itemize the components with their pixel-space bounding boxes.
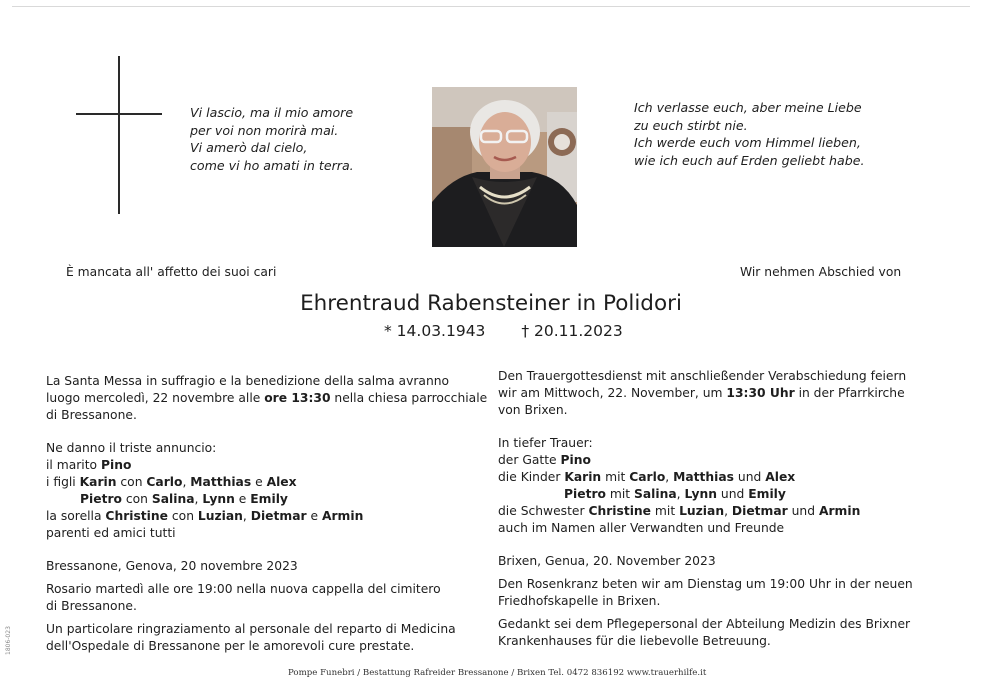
children-line: Pietro con Salina, Lynn e Emily bbox=[80, 492, 288, 506]
sister-line: la sorella Christine con Luzian, Dietmar e Armin bbox=[46, 509, 364, 523]
side-code: 1806-023 bbox=[5, 626, 12, 655]
husband-line: il marito Pino bbox=[46, 458, 132, 472]
poem-german bbox=[634, 99, 864, 169]
poem-line: Ich werde euch vom Himmel lieben, bbox=[634, 135, 861, 150]
relatives-line: auch im Namen aller Verwandten und Freunde bbox=[498, 521, 785, 535]
rosary-line: Friedhofskapelle in Brixen. bbox=[498, 594, 661, 608]
poem-line: per voi non morirà mai. bbox=[190, 122, 339, 138]
announce-heading: In tiefer Trauer: bbox=[498, 436, 593, 450]
german-text-column bbox=[498, 368, 913, 650]
mass-line: La Santa Messa in suffragio e la benedizione della salma avranno bbox=[46, 374, 450, 388]
mass-line: wir am Mittwoch, 22. November, um 13:30 Uhr in der Pfarrkirche bbox=[498, 386, 905, 400]
rosary-line: di Bressanone. bbox=[46, 599, 137, 613]
children-line: Pietro mit Salina, Lynn und Emily bbox=[564, 487, 786, 501]
children-line: i figli Karin con Carlo, Matthias e Alex bbox=[46, 475, 297, 489]
poem-italian bbox=[190, 104, 354, 174]
mass-line: Den Trauergottesdienst mit anschließender Verabschiedung feiern bbox=[498, 369, 907, 383]
place-date: Bressanone, Genova, 20 novembre 2023 bbox=[46, 559, 298, 573]
top-border bbox=[12, 6, 970, 7]
thanks-line: Krankenhauses für die liebevolle Betreuung. bbox=[498, 634, 771, 648]
italian-text-column bbox=[46, 373, 487, 655]
life-dates bbox=[384, 322, 623, 340]
thanks-line: dell'Ospedale di Bressanone per le amorevoli cure prestate. bbox=[46, 639, 415, 653]
poem-line: zu euch stirbt nie. bbox=[634, 117, 748, 133]
birth-date: * 14.03.1943 bbox=[384, 322, 486, 340]
thanks-line: Gedankt sei dem Pflegepersonal der Abteilung Medizin des Brixner bbox=[498, 617, 911, 631]
poem-line: Ich verlasse euch, aber meine Liebe bbox=[634, 100, 862, 115]
relatives-line: parenti ed amici tutti bbox=[46, 526, 176, 540]
poem-line: Vi lascio, ma il mio amore bbox=[190, 105, 354, 120]
deceased-name: Ehrentraud Rabensteiner in Polidori bbox=[300, 291, 682, 316]
mass-line: luogo mercoledì, 22 novembre alle ore 13:30 nella chiesa parrocchiale bbox=[46, 391, 488, 405]
children-line: die Kinder Karin mit Carlo, Matthias und Alex bbox=[498, 470, 796, 484]
mass-line: di Bressanone. bbox=[46, 408, 137, 422]
thanks-line: Un particolare ringraziamento al personale del reparto di Medicina bbox=[46, 622, 456, 636]
poem-line: come vi ho amati in terra. bbox=[190, 157, 354, 173]
place-date: Brixen, Genua, 20. November 2023 bbox=[498, 554, 716, 568]
mass-line: von Brixen. bbox=[498, 403, 568, 417]
sister-line: die Schwester Christine mit Luzian, Dietmar und Armin bbox=[498, 504, 861, 518]
rosary-line: Rosario martedì alle ore 19:00 nella nuova cappella del cimitero bbox=[46, 582, 441, 596]
intro-german: Wir nehmen Abschied von bbox=[740, 265, 902, 279]
intro-italian: È mancata all' affetto dei suoi cari bbox=[66, 265, 277, 279]
poem-line: Vi amerò dal cielo, bbox=[190, 140, 308, 155]
funeral-home-footer: Pompe Funebri / Bestattung Rafreider Bressanone / Brixen Tel. 0472 836192 www.trauerhilfe.it bbox=[288, 668, 707, 678]
husband-line: der Gatte Pino bbox=[498, 453, 591, 467]
death-date: † 20.11.2023 bbox=[521, 322, 623, 340]
portrait-photo bbox=[432, 87, 577, 247]
poem-line: wie ich euch auf Erden geliebt habe. bbox=[634, 152, 865, 168]
announce-heading: Ne danno il triste annuncio: bbox=[46, 441, 217, 455]
rosary-line: Den Rosenkranz beten wir am Dienstag um 19:00 Uhr in der neuen bbox=[498, 577, 913, 591]
